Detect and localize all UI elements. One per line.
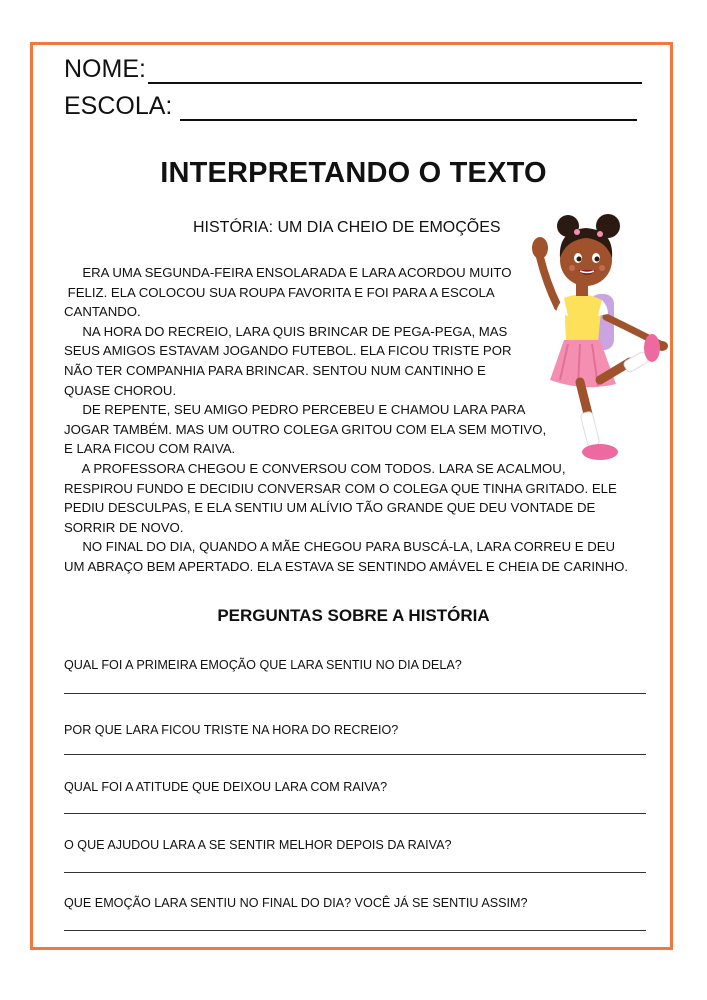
question-5: QUE EMOÇÃO LARA SENTIU NO FINAL DO DIA? VOCÊ JÁ SE SENTIU ASSIM? xyxy=(64,896,528,910)
question-3: QUAL FOI A ATITUDE QUE DEIXOU LARA COM RAIVA? xyxy=(64,780,388,794)
answer-line-4[interactable] xyxy=(64,872,646,873)
girl-illustration xyxy=(528,212,668,470)
question-2: POR QUE LARA FICOU TRISTE NA HORA DO RECREIO? xyxy=(64,723,399,737)
name-label: NOME: xyxy=(64,55,146,83)
name-field[interactable] xyxy=(64,54,642,84)
question-1: QUAL FOI A PRIMEIRA EMOÇÃO QUE LARA SENTIU NO DIA DELA? xyxy=(64,658,462,672)
story-line: NO FINAL DO DIA, QUANDO A MÃE CHEGOU PARA BUSCÁ-LA, LARA CORREU E DEU xyxy=(64,539,616,555)
question-4: O QUE AJUDOU LARA A SE SENTIR MELHOR DEPOIS DA RAIVA? xyxy=(64,838,452,852)
story-line: UM ABRAÇO BEM APERTADO. ELA ESTAVA SE SENTINDO AMÁVEL E CHEIA DE CARINHO. xyxy=(64,558,629,574)
story-line: A PROFESSORA CHEGOU E CONVERSOU COM TODOS. LARA SE ACALMOU, xyxy=(64,460,566,476)
school-label: ESCOLA: xyxy=(64,92,173,120)
answer-line-2[interactable] xyxy=(64,754,646,755)
answer-line-1[interactable] xyxy=(64,693,646,694)
story-line: RESPIROU FUNDO E DECIDIU CONVERSAR COM O COLEGA QUE TINHA GRITADO. ELE xyxy=(64,480,617,496)
story-line: SEUS AMIGOS ESTAVAM JOGANDO FUTEBOL. ELA FICOU TRISTE POR xyxy=(64,343,512,359)
story-line: NA HORA DO RECREIO, LARA QUIS BRINCAR DE PEGA-PEGA, MAS xyxy=(64,323,508,339)
story-line: NÃO TER COMPANHIA PARA BRINCAR. SENTOU NUM CANTINHO E xyxy=(64,362,486,378)
questions-title: PERGUNTAS SOBRE A HISTÓRIA xyxy=(217,606,490,625)
story-line: ERA UMA SEGUNDA-FEIRA ENSOLARADA E LARA ACORDOU MUITO xyxy=(64,265,512,280)
story-line: QUASE CHOROU. xyxy=(64,382,177,398)
story-line: SORRIR DE NOVO. xyxy=(64,519,184,535)
school-field[interactable] xyxy=(64,91,637,121)
story-line: CANTANDO. xyxy=(64,304,141,320)
story-line: DE REPENTE, SEU AMIGO PEDRO PERCEBEU E CHAMOU LARA PARA xyxy=(64,402,526,418)
answer-line-3[interactable] xyxy=(64,813,646,814)
story-line: JOGAR TAMBÉM. MAS UM OUTRO COLEGA GRITOU COM ELA SEM MOTIVO, xyxy=(64,421,547,437)
page-title: INTERPRETANDO O TEXTO xyxy=(160,157,547,189)
school-blank-line[interactable] xyxy=(180,95,637,121)
answer-line-5[interactable] xyxy=(64,930,646,931)
name-blank-line[interactable] xyxy=(148,58,642,84)
story-line: FELIZ. ELA COLOCOU SUA ROUPA FAVORITA E FOI PARA A ESCOLA xyxy=(64,284,495,300)
story-title: HISTÓRIA: UM DIA CHEIO DE EMOÇÕES xyxy=(193,219,501,236)
story-line: PEDIU DESCULPAS, E ELA SENTIU UM ALÍVIO TÃO GRANDE QUE DEU VONTADE DE xyxy=(64,500,596,516)
story-line: E LARA FICOU COM RAIVA. xyxy=(64,441,236,457)
